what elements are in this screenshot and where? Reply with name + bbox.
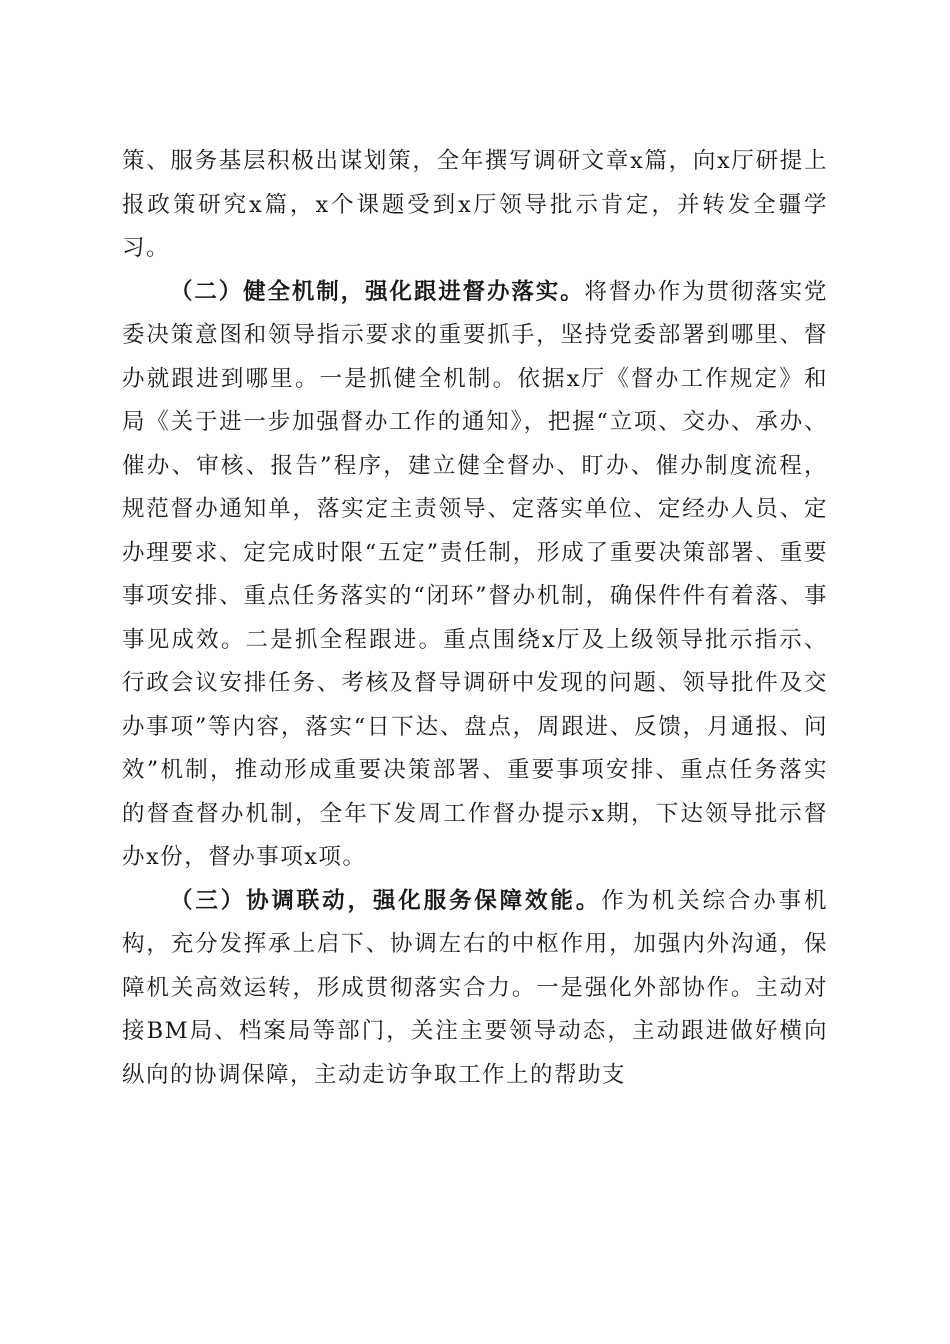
section-heading: （三）协调联动，强化服务保障效能。 (170, 887, 602, 914)
paragraph-body: 策、服务基层积极出谋划策，全年撰写调研文章x篇，向x厅研提上报政策研究x篇，x个课题受到x厅领导批示肯定，并转发全疆学习。 (122, 148, 828, 261)
paragraph-body: 作为机关综合办事机构，充分发挥承上启下、协调左右的中枢作用，加强内外沟通，保障机关高效运转，形成贯彻落实合力。一是强化外部协作。主动对接BM局、档案局等部门，关注主要领导动态，主动跟进做好横向纵向的协调保障，主动走访争取工作上的帮助支 (122, 887, 828, 1088)
document-page (122, 140, 828, 1097)
paragraph-continuation (122, 140, 828, 271)
paragraph-section-3 (122, 880, 828, 1098)
paragraph-section-2 (122, 271, 828, 880)
section-heading: （二）健全机制，强化跟进督办落实。 (170, 278, 585, 305)
paragraph-body: 将督办作为贯彻落实党委决策意图和领导指示要求的重要抓手，坚持党委部署到哪里、督办就跟进到哪里。一是抓健全机制。依据x厅《督办工作规定》和局《关于进一步加强督办工作的通知》，把握“立项、交办、承办、催办、审核、报告”程序，建立健全督办、盯办、催办制度流程，规范督办通知单，落实定主责领导、定落实单位、定经办人员、定办理要求、定完成时限“五定”责任制，形成了重要决策部署、重要事项安排、重点任务落实的“闭环”督办机制，确保件件有着落、事事见成效。二是抓全程跟进。重点围绕x厅及上级领导批示指示、行政会议安排任务、考核及督导调研中发现的问题、领导批件及交办事项”等内容，落实“日下达、盘点，周跟进、反馈，月通报、问效”机制，推动形成重要决策部署、重要事项安排、重点任务落实的督查督办机制，全年下发周工作督办提示x期，下达领导批示督办x份，督办事项x项。 (122, 278, 828, 870)
